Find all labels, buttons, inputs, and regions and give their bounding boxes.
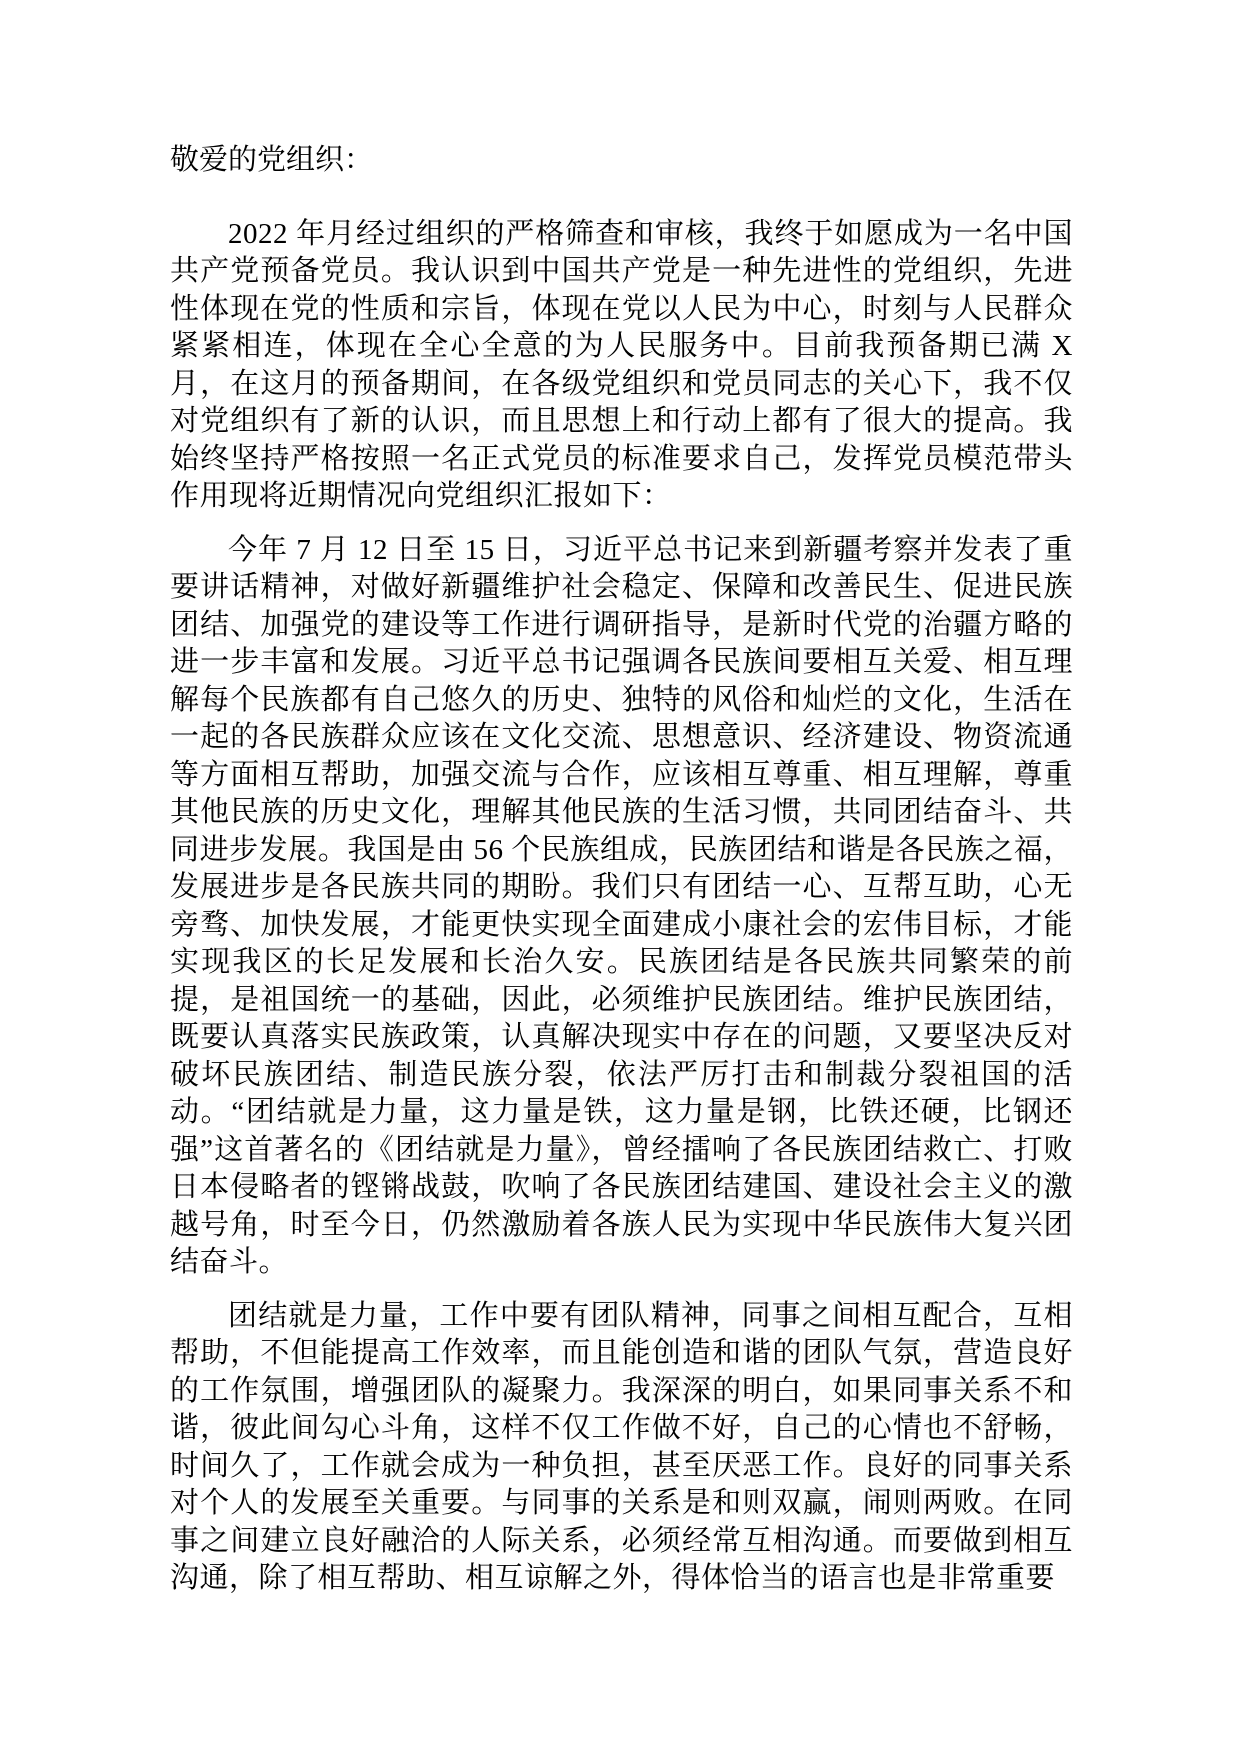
paragraph-teamwork-colleagues: 团结就是力量，工作中要有团队精神，同事之间相互配合，互相帮助，不但能提高工作效率，而且能创造和谐的团队气氛，营造良好的工作氛围，增强团队的凝聚力。我深深的明白，如果同事关系不和谐，彼此间勾心斗角，这样不仅工作做不好，自己的心情也不舒畅，时间久了，工作就会成为一种负担，甚至厌恶工作。良好的同事关系对个人的发展至关重要。与同事的关系是和则双赢，闹则两败。在同事之间建立良好融洽的人际关系，必须经常互相沟通。而要做到相互沟通，除了相互帮助、相互谅解之外，得体恰当的语言也是非常重要 <box>170 1299 1073 1594</box>
paragraph-xinjiang-ethnic-unity: 今年 7 月 12 日至 15 日，习近平总书记来到新疆考察并发表了重要讲话精神，对做好新疆维护社会稳定、保障和改善民生、促进民族团结、加强党的建设等工作进行调研指导，是新时代党的治疆方略的进一步丰富和发展。习近平总书记强调各民族间要相互关爱、相互理解每个民族都有自己悠久的历史、独特的风俗和灿烂的文化，生活在一起的各民族群众应该在文化交流、思想意识、经济建设、物资流通等方面相互帮助，加强交流与合作，应该相互尊重、相互理解，尊重其他民族的历史文化，理解其他民族的生活习惯，共同团结奋斗、共同进步发展。我国是由 56 个民族组成，民族团结和谐是各民族之福，发展进步是各民族共同的期盼。我们只有团结一心、互帮互助，心无旁骛、加快发展，才能更快实现全面建成小康社会的宏伟目标，才能实现我区的长足发展和长治久安。民族团结是各民族共同繁荣的前提，是祖国统一的基础，因此，必须维护民族团结。维护民族团结，既要认真落实民族政策，认真解决现实中存在的问题，又要坚决反对破坏民族团结、制造民族分裂，依法严厉打击和制裁分裂祖国的活动。“团结就是力量，这力量是铁，这力量是钢，比铁还硬，比钢还强”这首著名的《团结就是力量》，曾经擂响了各民族团结救亡、打败日本侵略者的铿锵战鼓，吹响了各民族团结建国、建设社会主义的激越号角，时至今日，仍然激励着各族人民为实现中华民族伟大复兴团结奋斗。 <box>170 533 1073 1278</box>
salutation-line: 敬爱的党组织： <box>170 144 374 176</box>
paragraph-intro-probation-report: 2022 年月经过组织的严格筛查和审核，我终于如愿成为一名中国共产党预备党员。我认识到中国共产党是一种先进性的党组织，先进性体现在党的性质和宗旨，体现在党以人民为中心，时刻与人民群众紧紧相连，体现在全心全意的为人民服务中。目前我预备期已满 X 月，在这月的预备期间，在各级党组织和党员同志的关心下，我不仅对党组织有了新的认识，而且思想上和行动上都有了很大的提高。我始终坚持严格按照一名正式党员的标准要求自己，发挥党员模范带头作用现将近期情况向党组织汇报如下： <box>170 217 1073 512</box>
